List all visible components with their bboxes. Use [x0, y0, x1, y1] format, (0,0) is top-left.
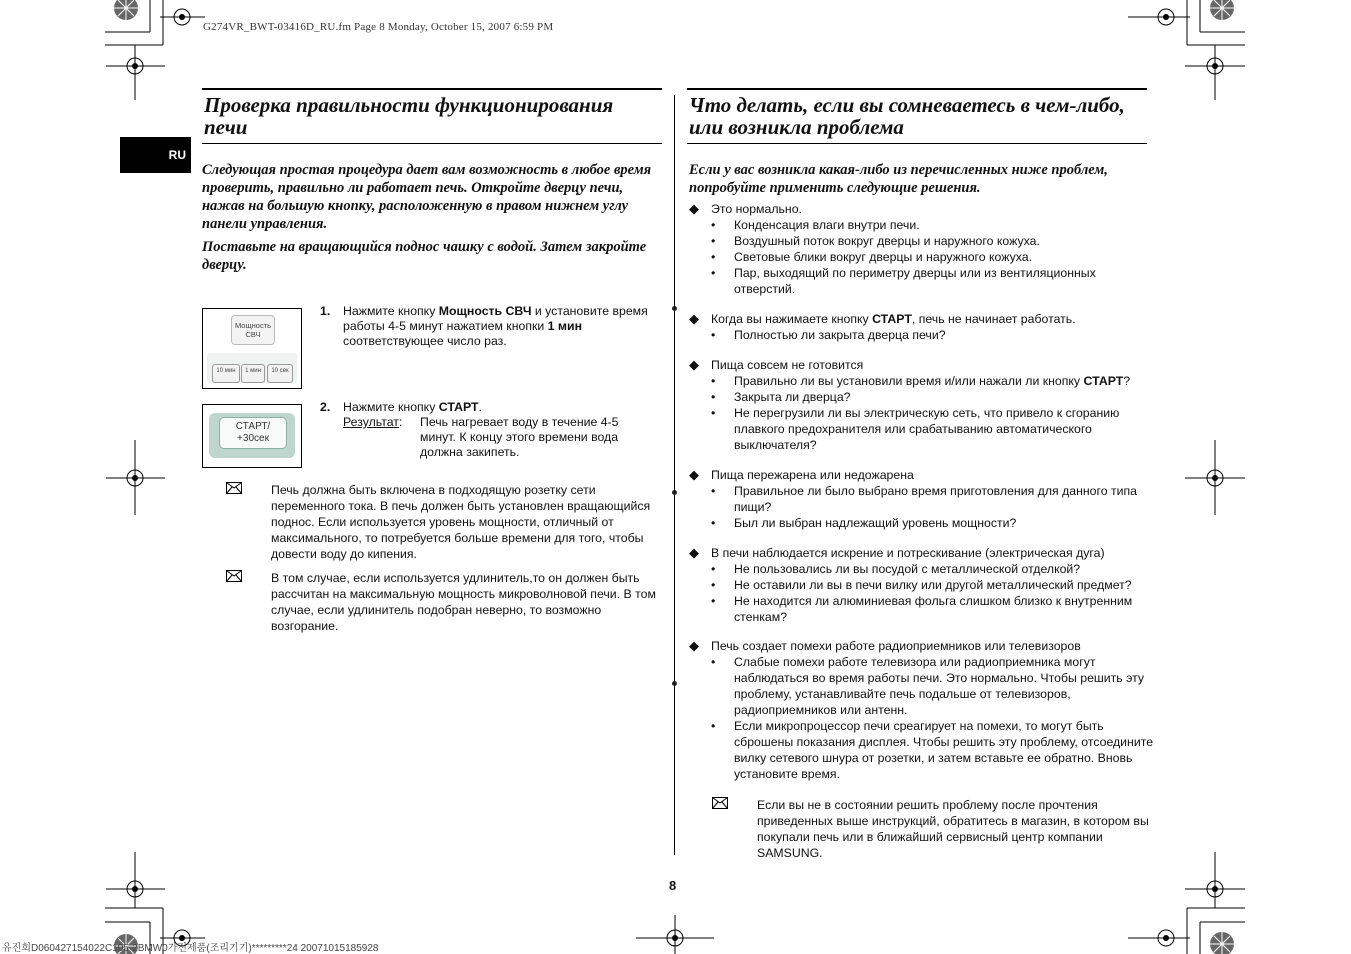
trouble-section-interference — [689, 638, 1159, 782]
trouble-section-normal — [689, 201, 1159, 297]
divider-dot — [672, 681, 677, 686]
left-section-title: Проверка правильности функционирования печи — [202, 88, 662, 144]
diamond-bullet-icon: ◆ — [689, 357, 699, 372]
trouble-section-not-cooking — [689, 357, 1159, 453]
diamond-bullet-icon: ◆ — [689, 311, 699, 326]
section-heading-c: , печь не начинает работать. — [911, 312, 1076, 326]
result-text: Печь нагревает воду в течение 4-5 минут. К концу этого времени вода должна закипеть. — [420, 415, 619, 459]
file-footer-line: 유진희D060427154022C105-2BMW0가전제품(조리기기)*********24 20071015185928 — [2, 943, 379, 954]
step-2 — [320, 400, 660, 459]
trouble-section-arcing — [689, 545, 1159, 625]
key-10-min-label: 10 мин — [216, 368, 236, 374]
trouble-section-over-under-cooked — [689, 467, 1159, 531]
note-icon — [226, 482, 242, 494]
file-header-line: G274VR_BWT-03416D_RU.fm Page 8 Monday, October 15, 2007 6:59 PM — [203, 21, 554, 33]
list-item: • Правильное ли было выбрано время приготовления для данного типа пищи? — [689, 483, 1159, 515]
diamond-bullet-icon: ◆ — [689, 638, 699, 653]
list-item: • Воздушный поток вокруг дверцы и наружного кожуха. — [689, 233, 1159, 249]
divider-dot — [672, 490, 677, 495]
step-1 — [320, 304, 660, 349]
list-item: • Пар, выходящий по периметру дверцы или из вентиляционных отверстий. — [689, 265, 1159, 297]
page-number: 8 — [669, 878, 677, 893]
list-item-text-a: Правильно ли вы установили время и/или нажали ли кнопку — [734, 374, 1084, 388]
list-item — [689, 373, 1159, 389]
divider-dot — [672, 306, 677, 311]
step-1-text-c: соответствующее число раз. — [343, 334, 507, 348]
left-intro-paragraph-2: Поставьте на вращающийся поднос чашку с водой. Затем закройте дверцу. — [202, 239, 647, 273]
start-label: СТАРТ/ — [235, 421, 271, 432]
note-1-text: Печь должна быть включена в подходящую розетку сети переменного тока. В печь должен быть установлен вращающийся поднос. Если используется уровень мощности, отличный от максимального, то потребуется больше времени для того, чтобы довести воду до кипения. — [271, 483, 651, 561]
list-item: • Световые блики вокруг дверцы и наружного кожуха. — [689, 249, 1159, 265]
step-1-number: 1. — [320, 304, 331, 318]
control-panel-illustration-power — [202, 308, 302, 389]
section-heading-bold: СТАРТ — [872, 312, 912, 326]
start-30sec-label: +30сек — [237, 433, 269, 444]
left-intro-paragraph-1: Следующая простая процедура дает вам возможность в любое время проверить, правильно ли работает печь. Откройте дверцу печи, нажав на большую кнопку, расположенную в правом нижнем углу панели управления. — [202, 162, 652, 232]
step-2-bold-start: СТАРТ — [438, 400, 479, 414]
section-heading: Пища пережарена или недожарена — [711, 468, 914, 482]
note-icon — [712, 797, 728, 809]
language-tab: RU — [120, 137, 191, 173]
list-item-bold: СТАРТ — [1083, 374, 1124, 388]
note-2-text: В том случае, если используется удлинитель,то он должен быть рассчитан на максимальную мощность микроволновой печи. В том случае, если удлинитель подобран неверно, то возможно возгорание. — [271, 571, 656, 633]
diamond-bullet-icon: ◆ — [689, 545, 699, 560]
section-heading: Печь создает помехи работе радиоприемников или телевизоров — [711, 639, 1081, 653]
diamond-bullet-icon: ◆ — [689, 467, 699, 482]
list-item-text-c: ? — [1123, 374, 1131, 388]
list-item: • Полностью ли закрыта дверца печи? — [689, 327, 1159, 343]
result-colon: : — [398, 415, 403, 429]
list-item: • Не перегрузили ли вы электрическую сеть, что привело к сгоранию плавкого предохранителя или срабатыванию автоматического выключателя? — [689, 405, 1159, 453]
list-item: • Не оставили ли вы в печи вилку или другой металлический предмет? — [689, 577, 1159, 593]
control-panel-illustration-start — [202, 404, 302, 468]
list-item: • Закрыта ли дверца? — [689, 389, 1159, 405]
right-section-title: Что делать, если вы сомневаетесь в чем-либо, или возникла проблема — [687, 88, 1147, 144]
note-icon — [226, 570, 242, 582]
step-1-text-a: Нажмите кнопку — [343, 304, 439, 318]
list-item: • Не находится ли алюминиевая фольга слишком близко к внутренним стенкам? — [689, 593, 1159, 625]
list-item: • Был ли выбран надлежащий уровень мощности? — [689, 515, 1159, 531]
list-item: • Если микропроцессор печи среагирует на помехи, то могут быть сброшены показания дисплея. Чтобы решить эту проблему, отсоедините вилку сетевого шнура от розетки, и затем вставьте ее обратно. Вновь установите время. — [689, 718, 1159, 782]
key-1-min — [241, 364, 265, 383]
key-10-sec — [267, 364, 293, 383]
section-heading: Пища совсем не готовится — [711, 358, 864, 372]
step-2-text-a: Нажмите кнопку — [343, 400, 439, 414]
list-item: • Не пользовались ли вы посудой с металлической отделкой? — [689, 561, 1159, 577]
start-button-key — [219, 417, 287, 449]
list-item: • Конденсация влаги внутри печи. — [689, 217, 1159, 233]
trouble-section-start-not-working — [689, 311, 1159, 343]
column-divider — [674, 95, 675, 855]
diamond-bullet-icon: ◆ — [689, 201, 699, 216]
power-button-key: Мощность СВЧ — [231, 315, 275, 345]
list-item: • Слабые помехи работе телевизора или радиоприемника могут наблюдаться во время работы печи. Это нормально. Чтобы решить эту проблему, устанавливайте печь подальше от телевизоров, радиоприемников или антенн. — [689, 654, 1159, 718]
note-service-center-text: Если вы не в состоянии решить проблему после прочтения приведенных выше инструкций, обратитесь в магазин, в котором вы покупали печь или в ближайший сервисный центр компании SAMSUNG. — [757, 798, 1149, 860]
key-10-sec-label: 10 сек — [271, 368, 289, 374]
result-label: Результат — [343, 415, 399, 429]
step-2-text-b: . — [478, 400, 482, 414]
step-1-bold-1min: 1 мин — [547, 319, 582, 333]
step-2-number: 2. — [320, 400, 331, 414]
step-1-text-b: и установите время работы 4-5 минут нажатием кнопки — [343, 304, 648, 333]
section-heading: В печи наблюдается искрение и потрескивание (электрическая дуга) — [711, 546, 1105, 560]
section-heading-a: Когда вы нажимаете кнопку — [711, 312, 873, 326]
section-heading: Это нормально. — [711, 202, 802, 216]
right-intro-paragraph: Если у вас возникла какая-либо из перечисленных ниже проблем, попробуйте применить следующие решения. — [689, 162, 1108, 196]
key-1-min-label: 1 мин — [245, 368, 261, 374]
step-1-bold-power: Мощность СВЧ — [438, 304, 532, 318]
key-10-min — [212, 364, 240, 383]
